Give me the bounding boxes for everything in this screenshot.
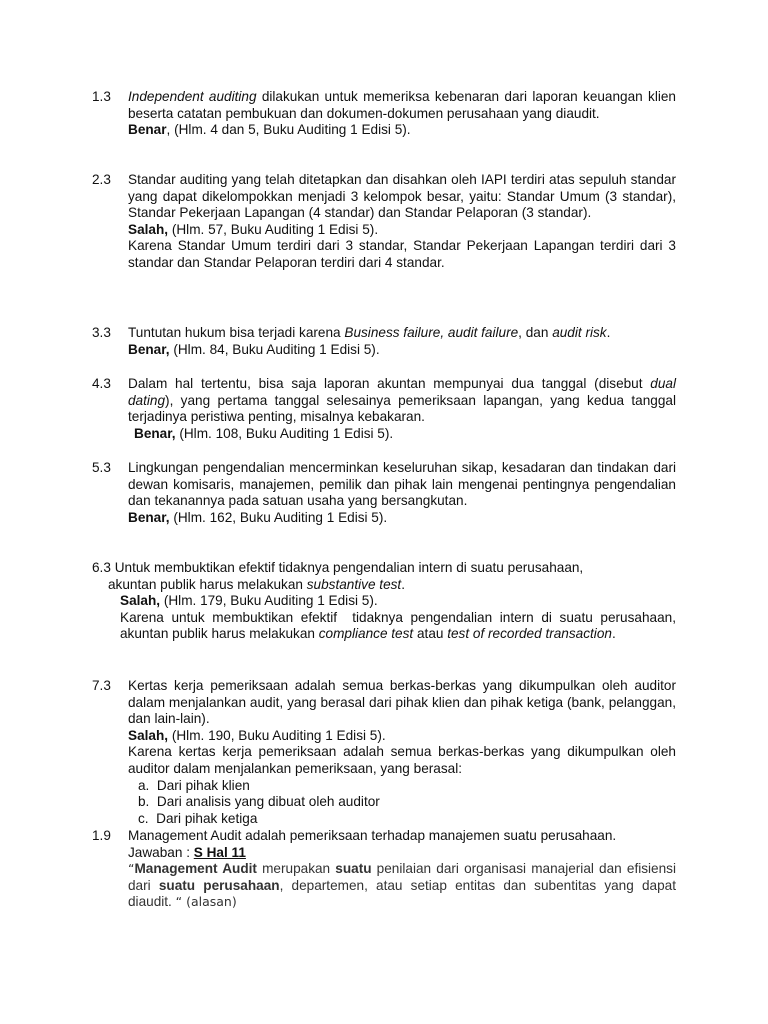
item-verdict: Benar, (Hlm. 108, Buku Auditing 1 Edisi 5). [134, 425, 394, 441]
item-verdict: Salah, (Hlm. 190, Buku Auditing 1 Edisi 5). [128, 727, 386, 743]
item-statement: Independent auditing dilakukan untuk memeriksa kebenaran dari laporan keuangan klien beserta catatan pembukuan dan dokumen-dokumen perusahaan yang diaudit. [128, 89, 676, 121]
item-1-3 [92, 89, 676, 139]
item-statement-line1: 6.3 Untuk membuktikan efektif tidaknya pengendalian intern di suatu perusahaan, [92, 560, 584, 575]
item-6-3 [92, 560, 680, 643]
item-number: 1.9 [92, 828, 111, 843]
item-number: 3.3 [92, 325, 111, 340]
item-statement: Management Audit adalah pemeriksaan terhadap manajemen suatu perusahaan. [128, 828, 617, 843]
item-number: 4.3 [92, 376, 111, 391]
answer-quote: “Management Audit merupakan suatu penilaian dari organisasi manajerial dan efisiensi dari suatu perusahaan, departemen, atau setiap entitas dan subentitas yang dapat diaudit. “ (alasan) [128, 861, 676, 910]
option-list [128, 778, 676, 828]
item-explanation: Karena Standar Umum terdiri dari 3 standar, Standar Pekerjaan Lapangan terdiri dari 3 standar dan Standar Pelaporan terdiri dari 4 standar. [128, 238, 676, 270]
answer-line: Jawaban : S Hal 11 [128, 844, 246, 860]
item-statement: Kertas kerja pemeriksaan adalah semua berkas-berkas yang dikumpulkan oleh auditor dalam menjalankan audit, yang berasal dari pihak klien dan pihak ketiga (bank, pelanggan, dan lain-lain). [128, 678, 676, 727]
item-number: 1.3 [92, 89, 111, 104]
item-verdict: Benar, (Hlm. 4 dan 5, Buku Auditing 1 Edisi 5). [128, 122, 411, 138]
item-1-9 [92, 828, 676, 911]
item-number: 5.3 [92, 460, 111, 475]
item-statement-line2: akuntan publik harus melakukan substantive test. [108, 576, 405, 592]
item-verdict: Salah, (Hlm. 57, Buku Auditing 1 Edisi 5). [128, 221, 379, 237]
list-item: b. Dari analisis yang dibuat oleh auditor [138, 794, 380, 810]
item-number: 2.3 [92, 172, 111, 187]
item-number: 7.3 [92, 678, 111, 693]
item-verdict: Benar, (Hlm. 84, Buku Auditing 1 Edisi 5). [128, 341, 380, 357]
item-verdict: Benar, (Hlm. 162, Buku Auditing 1 Edisi 5). [128, 509, 388, 525]
item-2-3 [92, 172, 676, 272]
item-verdict: Salah, (Hlm. 179, Buku Auditing 1 Edisi 5). [120, 593, 378, 609]
item-3-3 [92, 325, 676, 358]
list-item: c. Dari pihak ketiga [138, 810, 258, 826]
answer-value: S Hal 11 [193, 844, 246, 860]
item-number: 6.3 [92, 560, 111, 575]
item-4-3 [92, 376, 676, 442]
item-explanation: Karena untuk membuktikan efektif tidaknya pengendalian intern di suatu perusahaan, akuntan publik harus melakukan compliance test atau test of recorded transaction. [120, 609, 680, 642]
item-statement: Tuntutan hukum bisa terjadi karena Business failure, audit failure, dan audit risk. [128, 325, 611, 340]
list-item: a. Dari pihak klien [138, 777, 250, 793]
item-statement: Lingkungan pengendalian mencerminkan keseluruhan sikap, kesadaran dan tindakan dari dewan komisaris, manajemen, pemilik dan pihak lain mengenai pentingnya pengendalian dan tekanannya pada satuan usaha yang bersangkutan. [128, 460, 676, 509]
item-explanation: Karena kertas kerja pemeriksaan adalah semua berkas-berkas yang dikumpulkan oleh auditor dalam menjalankan pemeriksaan, yang berasal: [128, 744, 676, 776]
item-statement: Standar auditing yang telah ditetapkan dan disahkan oleh IAPI terdiri atas sepuluh standar yang dapat dikelompokkan menjadi 3 kelompok besar, yaitu: Standar Umum (3 standar), Standar Pekerjaan Lapangan (4 standar) dan Standar Pelaporan (3 standar). [128, 172, 676, 221]
item-7-3 [92, 678, 676, 827]
item-5-3 [92, 460, 676, 526]
item-statement: Dalam hal tertentu, bisa saja laporan akuntan mempunyai dua tanggal (disebut dual dating), yang pertama tanggal selesainya pemeriksaan lapangan, yang kedua tanggal terjadinya peristiwa penting, misalnya kebakaran. [128, 376, 676, 425]
